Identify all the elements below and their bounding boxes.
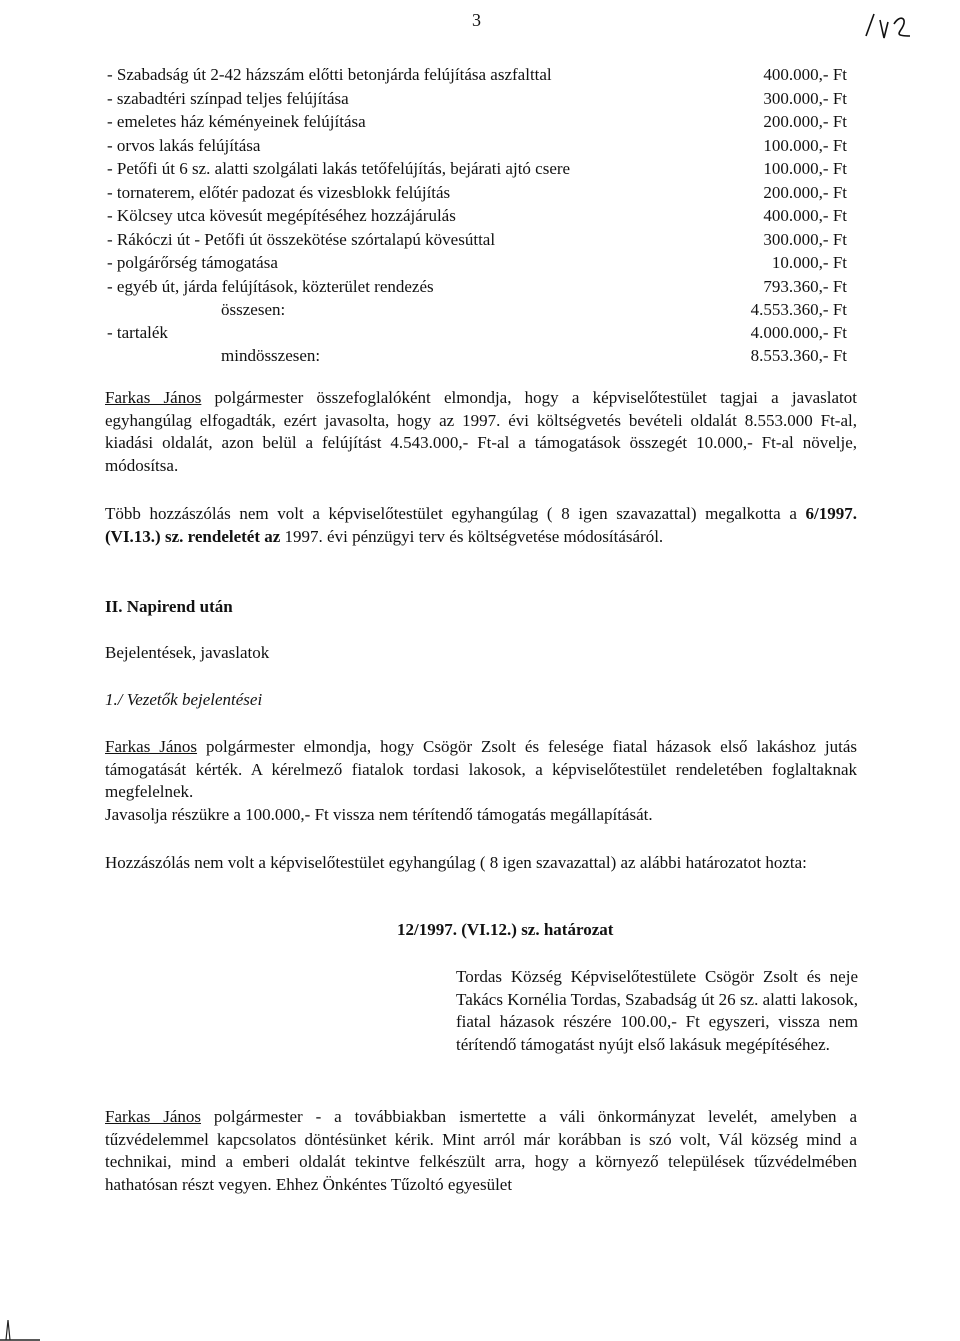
request-paragraph	[105, 736, 857, 804]
budget-item: - Szabadság út 2-42 házszám előtti betonjárda felújítása aszfalttal	[107, 65, 552, 84]
budget-subtotal-row	[0, 298, 960, 321]
budget-row	[0, 251, 960, 274]
italic-heading: 1./ Vezetők bejelentései	[105, 690, 263, 709]
budget-item: - Rákóczi út - Petőfi út összekötése szórtalapú kövesúttal	[107, 230, 496, 249]
subheading: Bejelentések, javaslatok	[105, 643, 270, 662]
proposal-line: Javasolja részükre a 100.000,- Ft vissza nem térítendő támogatás megállapítását.	[105, 805, 653, 824]
budget-amount: 10.000,- Ft	[771, 253, 847, 272]
section-heading: II. Napirend után	[105, 597, 233, 616]
vote-paragraph: Hozzászólás nem volt a képviselőtestület egyhangúlag ( 8 igen szavazattal) az alábbi határozatot hozta:	[105, 853, 807, 872]
budget-item: - tornaterem, előtér padozat és vizesblokk felújítás	[107, 183, 451, 202]
budget-item: - szabadtéri színpad teljes felújítása	[107, 89, 349, 108]
budget-item: - emeletes ház kéményeinek felújítása	[107, 112, 366, 131]
budget-amount: 400.000,- Ft	[763, 206, 847, 225]
paragraph-text: polgármester - a továbbiakban ismertette a váli önkormányzat levelét, amelyben a tűzvédelemmel kapcsolatos döntésünket kérik. Mint arról már korábban is szó volt, Vál község mind a technikai, mind a emberi oldalát tekintve felkészült arra, hogy a környező települések tűzvédelmében hathatósan részt vegyen. Ehhez Önkéntes Tűzoltó egyesület	[105, 1107, 857, 1194]
budget-amount: 300.000,- Ft	[763, 230, 847, 249]
summary-paragraph	[105, 387, 857, 477]
budget-row	[0, 63, 960, 86]
budget-amount: 100.000,- Ft	[763, 136, 847, 155]
budget-item: - Petőfi út 6 sz. alatti szolgálati lakás tetőfelújítás, bejárati ajtó csere	[107, 159, 571, 178]
paragraph-text: 1997. évi pénzügyi terv és költségvetése módosításáról.	[280, 526, 664, 546]
decree-paragraph	[105, 503, 857, 548]
budget-item: - egyéb út, járda felújítások, közterület rendezés	[107, 277, 434, 296]
subtotal-amount: 4.553.360,- Ft	[750, 300, 847, 319]
announcement-paragraph	[105, 1106, 857, 1196]
handwritten-page-mark	[860, 10, 920, 42]
budget-row	[0, 134, 960, 157]
scan-edge-mark	[0, 1318, 40, 1341]
budget-amount: 793.360,- Ft	[763, 277, 847, 296]
budget-amount: 100.000,- Ft	[763, 159, 847, 178]
budget-item: - orvos lakás felújítása	[107, 136, 261, 155]
reserve-amount: 4.000.000,- Ft	[750, 323, 847, 342]
budget-amount: 400.000,- Ft	[763, 65, 847, 84]
budget-row	[0, 110, 960, 133]
person-name: Farkas János	[105, 737, 198, 756]
budget-row	[0, 181, 960, 204]
budget-total-row	[0, 344, 960, 367]
reserve-label: - tartalék	[107, 323, 168, 342]
budget-row	[0, 204, 960, 227]
paragraph-text: polgármester elmondja, hogy Csögör Zsolt és felesége fiatal házasok első lakáshoz jutás támogatását kérték. A kérelmező fiatalok tordasi lakosok, a képviselőtestület rendeletében foglaltaknak megfelelnek.	[105, 737, 857, 801]
budget-reserve-row	[0, 321, 960, 344]
budget-item: - Kölcsey utca kövesút megépítéséhez hozzájárulás	[107, 206, 456, 225]
budget-row	[0, 275, 960, 298]
total-label: mindösszesen:	[221, 346, 321, 365]
budget-item: - polgárőrség támogatása	[107, 253, 278, 272]
resolution-title: 12/1997. (VI.12.) sz. határozat	[397, 920, 614, 939]
page-number: 3	[472, 10, 481, 30]
subtotal-label: összesen:	[221, 300, 286, 319]
person-name: Farkas János	[105, 1107, 202, 1126]
resolution-text: Tordas Község Képviselőtestülete Csögör Zsolt és neje Takács Kornélia Tordas, Szabadság út 26 sz. alatti lakosok, fiatal házasok részére 100.00,- Ft egyszeri, vissza nem térítendő támogatást nyújt első lakásuk megépítéséhez.	[456, 967, 858, 1054]
budget-row	[0, 87, 960, 110]
budget-amount: 300.000,- Ft	[763, 89, 847, 108]
total-amount: 8.553.360,- Ft	[750, 346, 847, 365]
budget-amount: 200.000,- Ft	[763, 183, 847, 202]
person-name: Farkas János	[105, 388, 202, 407]
budget-amount: 200.000,- Ft	[763, 112, 847, 131]
paragraph-text: Több hozzászólás nem volt a képviselőtestület egyhangúlag ( 8 igen szavazattal) megalkotta a	[105, 504, 806, 523]
paragraph-text: polgármester összefoglalóként elmondja, hogy a képviselőtestület tagjai a javaslatot egyhangúlag elfogadták, ezért javasolta, hogy az 1997. évi költségvetés bevételi oldalát 8.553.000 Ft-al, kiadási oldalát, azon belül a felújítást 4.543.000,- Ft-al a támogatások összegét 10.000,- Ft-al növelje, módosítsa.	[105, 388, 857, 475]
decree-reference: 6/1997. (VI.13.) sz. rendeletét az	[105, 504, 857, 546]
budget-row	[0, 228, 960, 251]
budget-row	[0, 157, 960, 180]
